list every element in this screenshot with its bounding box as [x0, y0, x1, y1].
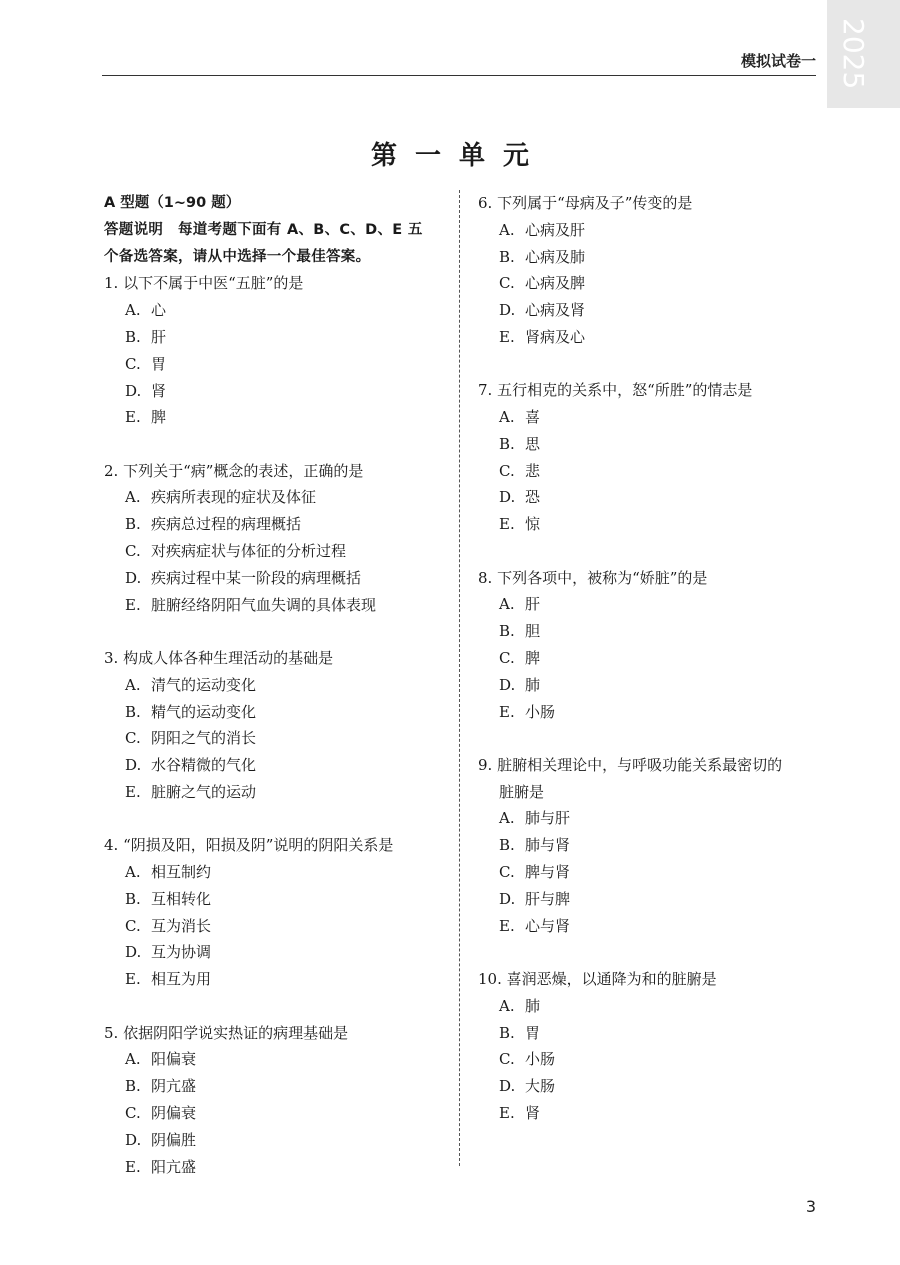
option-letter: E. [125, 595, 141, 614]
option-text: 悲 [525, 461, 541, 480]
option-letter: C. [499, 274, 515, 293]
option-letter: A. [499, 408, 515, 427]
answer-option [478, 404, 823, 431]
year-tab-label: 2025 [837, 18, 870, 90]
option-letter: B. [499, 434, 515, 453]
answer-option [104, 297, 444, 324]
answer-option [478, 1020, 823, 1047]
question-number: 4. [104, 836, 119, 855]
option-text: 恐 [525, 488, 541, 507]
question-item [104, 270, 444, 431]
option-letter: B. [499, 1023, 515, 1042]
answer-option [104, 913, 444, 940]
question-text: 脏腑相关理论中，与呼吸功能关系最密切的 [497, 755, 783, 774]
option-text: 胆 [525, 622, 541, 641]
answer-option [478, 805, 823, 832]
answer-option [478, 324, 823, 351]
answer-option [478, 511, 823, 538]
option-letter: D. [499, 889, 516, 908]
option-text: 胃 [525, 1023, 541, 1042]
option-text: 互为协调 [151, 943, 212, 962]
answer-option [104, 351, 444, 378]
question-stem [104, 270, 444, 297]
option-letter: C. [125, 729, 141, 748]
option-text: 阳亢盛 [151, 1157, 197, 1176]
answer-option [478, 458, 823, 485]
option-letter: D. [499, 301, 516, 320]
option-letter: E. [499, 702, 515, 721]
option-text: 心病及脾 [525, 274, 586, 293]
answer-option [478, 993, 823, 1020]
option-text: 胃 [151, 354, 167, 373]
answer-option [478, 217, 823, 244]
option-text: 肾 [151, 381, 167, 400]
question-text: “阴损及阳，阳损及阴”说明的阴阳关系是 [123, 836, 394, 855]
answer-option [478, 591, 823, 618]
question-stem [478, 966, 823, 993]
answer-option [478, 672, 823, 699]
option-letter: D. [499, 1077, 516, 1096]
option-letter: E. [125, 1157, 141, 1176]
option-text: 喜 [525, 408, 541, 427]
option-text: 阳偏衰 [151, 1050, 197, 1069]
answer-option [478, 645, 823, 672]
question-number: 9. [478, 755, 493, 774]
option-text: 阴偏胜 [151, 1130, 197, 1149]
option-text: 心病及肺 [525, 247, 586, 266]
right-column [478, 190, 823, 1153]
option-text: 思 [525, 434, 541, 453]
running-head: 模拟试卷一 [740, 52, 816, 70]
option-text: 肺与肝 [525, 809, 571, 828]
option-text: 大肠 [525, 1077, 556, 1096]
instruction-line-1: 答题说明 每道考题下面有 A、B、C、D、E 五 [104, 221, 423, 238]
answer-option [104, 538, 444, 565]
answer-option [104, 1127, 444, 1154]
option-text: 脏腑经络阴阳气血失调的具体表现 [151, 595, 377, 614]
option-letter: D. [125, 381, 142, 400]
left-question-list [104, 270, 444, 1180]
option-letter: A. [125, 863, 141, 882]
answer-option [478, 297, 823, 324]
option-letter: A. [499, 809, 515, 828]
option-letter: B. [125, 327, 141, 346]
answer-option [104, 939, 444, 966]
instruction-line-2: 个备选答案，请从中选择一个最佳答案。 [104, 248, 371, 265]
question-stem [478, 565, 823, 592]
option-text: 肝 [525, 595, 541, 614]
year-tab [827, 0, 900, 108]
question-stem [104, 1020, 444, 1047]
answer-option [104, 966, 444, 993]
option-text: 肝与脾 [525, 889, 571, 908]
question-text: 下列属于“母病及子”传变的是 [497, 194, 693, 212]
option-letter: C. [125, 542, 141, 561]
option-text: 相互制约 [151, 863, 212, 882]
question-text: 构成人体各种生理活动的基础是 [123, 648, 334, 667]
column-divider [459, 190, 460, 1166]
question-item [478, 377, 823, 538]
option-letter: D. [125, 756, 142, 775]
option-text: 脾 [151, 408, 167, 427]
question-number: 5. [104, 1023, 119, 1042]
option-text: 清气的运动变化 [151, 675, 257, 694]
question-number: 7. [478, 381, 493, 400]
option-letter: C. [125, 916, 141, 935]
option-letter: C. [125, 1103, 141, 1122]
answer-option [478, 699, 823, 726]
question-stem [104, 458, 444, 485]
option-text: 肾病及心 [525, 327, 586, 346]
left-column [104, 190, 444, 1207]
option-text: 疾病总过程的病理概括 [151, 515, 302, 534]
option-letter: B. [125, 889, 141, 908]
answer-option [478, 244, 823, 271]
option-text: 肺 [525, 675, 541, 694]
option-letter: B. [125, 702, 141, 721]
answer-option [104, 725, 444, 752]
option-text: 阴阳之气的消长 [151, 729, 257, 748]
option-letter: A. [125, 675, 141, 694]
option-text: 疾病过程中某一阶段的病理概括 [151, 568, 362, 587]
option-text: 心 [151, 301, 167, 320]
option-letter: E. [125, 408, 141, 427]
answer-option [478, 1073, 823, 1100]
option-text: 肺与肾 [525, 836, 571, 855]
option-letter: B. [125, 1077, 141, 1096]
question-number: 3. [104, 648, 119, 667]
option-letter: E. [125, 782, 141, 801]
answer-option [104, 699, 444, 726]
question-item [478, 966, 823, 1127]
option-text: 互相转化 [151, 889, 212, 908]
answer-option [478, 859, 823, 886]
option-text: 疾病所表现的症状及体征 [151, 488, 317, 507]
question-stem [104, 645, 444, 672]
answer-option [104, 324, 444, 351]
question-item [104, 645, 444, 806]
answer-option [478, 913, 823, 940]
option-text: 互为消长 [151, 916, 212, 935]
question-item [478, 752, 823, 940]
question-text-continued: 脏腑是 [499, 782, 545, 801]
question-stem [478, 190, 823, 217]
answer-option [104, 378, 444, 405]
answer-option [104, 1046, 444, 1073]
question-text: 下列各项中，被称为“娇脏”的是 [497, 568, 708, 587]
option-text: 肝 [151, 327, 167, 346]
option-text: 心病及肾 [525, 301, 586, 320]
option-letter: E. [499, 916, 515, 935]
option-letter: C. [499, 1050, 515, 1069]
option-letter: D. [499, 675, 516, 694]
question-number: 10. [478, 969, 502, 988]
question-text: 五行相克的关系中，怒“所胜”的情志是 [497, 381, 753, 400]
option-letter: A. [125, 488, 141, 507]
option-letter: B. [499, 836, 515, 855]
question-number: 1. [104, 274, 119, 293]
answer-option [104, 404, 444, 431]
option-text: 阴亢盛 [151, 1077, 197, 1096]
question-text: 下列关于“病”概念的表述，正确的是 [123, 461, 364, 480]
question-number: 6. [478, 194, 493, 212]
option-letter: D. [125, 943, 142, 962]
option-letter: D. [125, 1130, 142, 1149]
answer-option [478, 270, 823, 297]
answer-option [104, 752, 444, 779]
question-stem [478, 752, 823, 779]
section-label: A 型题（1~90 题） [104, 195, 241, 211]
option-letter: A. [125, 1050, 141, 1069]
option-letter: E. [499, 515, 515, 534]
question-stem [104, 832, 444, 859]
page-number: 3 [805, 1197, 816, 1216]
answer-option [104, 1073, 444, 1100]
option-text: 肾 [525, 1103, 541, 1122]
answer-option [104, 779, 444, 806]
unit-title: 第一单元 [370, 141, 547, 171]
answer-option [104, 859, 444, 886]
option-letter: E. [125, 970, 141, 989]
option-letter: C. [125, 354, 141, 373]
answer-option [104, 886, 444, 913]
question-text: 以下不属于中医“五脏”的是 [123, 274, 304, 293]
option-text: 相互为用 [151, 970, 212, 989]
answer-option [104, 672, 444, 699]
option-text: 心病及肝 [525, 220, 586, 239]
question-number: 2. [104, 461, 119, 480]
option-text: 肺 [525, 996, 541, 1015]
question-item [104, 1020, 444, 1181]
question-text: 依据阴阳学说实热证的病理基础是 [123, 1023, 349, 1042]
option-letter: B. [125, 515, 141, 534]
answer-option [478, 484, 823, 511]
option-letter: A. [499, 595, 515, 614]
answer-option [104, 565, 444, 592]
option-text: 小肠 [525, 702, 556, 721]
option-letter: B. [499, 622, 515, 641]
answer-option [478, 431, 823, 458]
option-letter: C. [499, 461, 515, 480]
question-stem [478, 377, 823, 404]
option-letter: B. [499, 247, 515, 266]
option-text: 心与肾 [525, 916, 571, 935]
answer-option [478, 886, 823, 913]
option-text: 小肠 [525, 1050, 556, 1069]
answer-option [478, 832, 823, 859]
option-letter: A. [499, 996, 515, 1015]
option-letter: E. [499, 1103, 515, 1122]
option-letter: C. [499, 863, 515, 882]
answer-option [478, 618, 823, 645]
option-letter: D. [499, 488, 516, 507]
question-item [478, 190, 823, 351]
question-number: 8. [478, 568, 493, 587]
option-text: 脾 [525, 648, 541, 667]
option-text: 对疾病症状与体征的分析过程 [151, 542, 347, 561]
option-text: 惊 [525, 515, 541, 534]
answer-option [478, 1100, 823, 1127]
option-letter: E. [499, 327, 515, 346]
answer-option [104, 511, 444, 538]
option-text: 阴偏衰 [151, 1103, 197, 1122]
answer-option [478, 1046, 823, 1073]
option-letter: A. [125, 301, 141, 320]
question-item [104, 458, 444, 619]
answer-option [104, 484, 444, 511]
header-rule [102, 75, 816, 76]
answer-option [104, 1154, 444, 1181]
question-item [104, 832, 444, 993]
option-letter: A. [499, 220, 515, 239]
answer-option [104, 592, 444, 619]
question-item [478, 565, 823, 726]
option-text: 水谷精微的气化 [151, 756, 257, 775]
option-text: 精气的运动变化 [151, 702, 257, 721]
option-letter: C. [499, 648, 515, 667]
right-question-list [478, 190, 823, 1127]
option-text: 脾与肾 [525, 863, 571, 882]
option-text: 脏腑之气的运动 [151, 782, 257, 801]
option-letter: D. [125, 568, 142, 587]
answer-option [104, 1100, 444, 1127]
question-text: 喜润恶燥，以通降为和的脏腑是 [506, 969, 717, 988]
